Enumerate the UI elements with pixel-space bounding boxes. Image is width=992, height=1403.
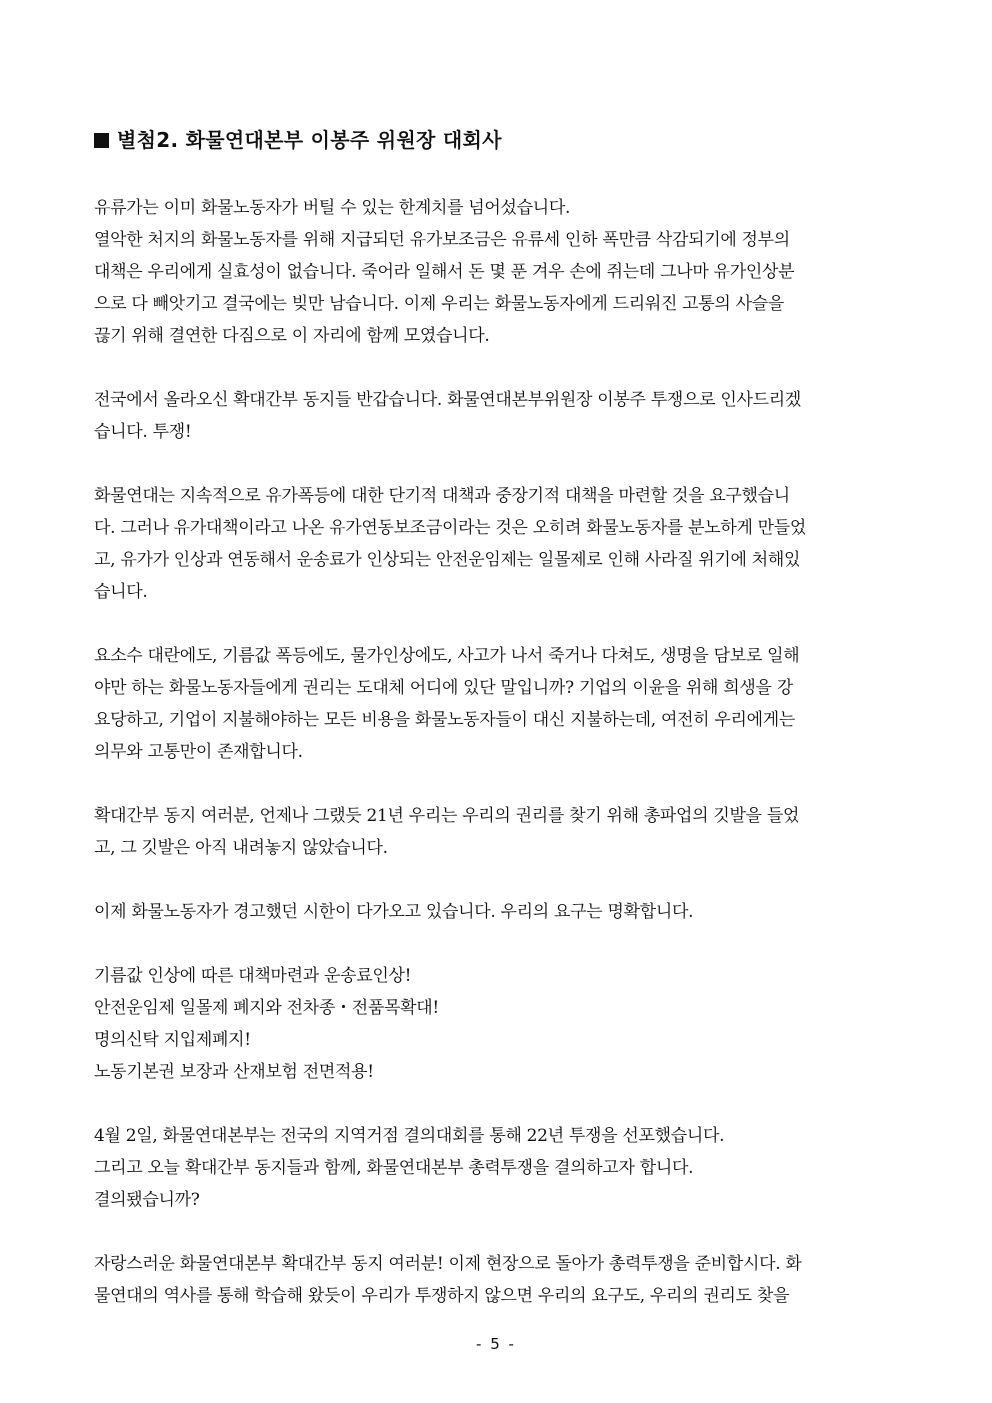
- text-line: 요당하고, 기업이 지불해야하는 모든 비용을 화물노동자들이 대신 지불하는데, 여전히 우리에게는: [94, 710, 796, 730]
- text-line: 기름값 인상에 따른 대책마련과 운송료인상!: [94, 966, 412, 986]
- text-line: 4월 2일, 화물연대본부는 전국의 지역거점 결의대회를 통해 22년 투쟁을 선포했습니다.: [94, 1126, 725, 1146]
- paragraph: [94, 896, 898, 928]
- text-line: 결의됐습니까?: [94, 1190, 200, 1210]
- text-line: 다. 그러나 유가대책이라고 나온 유가연동보조금이라는 것은 오히려 화물노동자를 분노하게 만들었: [94, 518, 807, 538]
- text-line: 대책은 우리에게 실효성이 없습니다. 죽어라 일해서 돈 몇 푼 겨우 손에 쥐는데 그나마 유가인상분: [94, 262, 795, 282]
- paragraph: [94, 192, 898, 352]
- paragraph: [94, 800, 898, 864]
- text-line: 물연대의 역사를 통해 학습해 왔듯이 우리가 투쟁하지 않으면 우리의 요구도, 우리의 권리도 찾을: [94, 1286, 790, 1306]
- text-line: 야만 하는 화물노동자들에게 권리는 도대체 어디에 있단 말입니까? 기업의 이윤을 위해 희생을 강: [94, 678, 793, 698]
- text-line: 화물연대는 지속적으로 유가폭등에 대한 단기적 대책과 중장기적 대책을 마련할 것을 요구했습니: [94, 486, 790, 506]
- black-square-bullet-icon: [94, 133, 109, 148]
- page-number: - 5 -: [476, 1335, 516, 1353]
- document-body: [94, 192, 898, 1344]
- paragraph: [94, 1248, 898, 1312]
- text-line: 열악한 처지의 화물노동자를 위해 지급되던 유가보조금은 유류세 인하 폭만큼 삭감되기에 정부의: [94, 230, 790, 250]
- text-line: 이제 화물노동자가 경고했던 시한이 다가오고 있습니다. 우리의 요구는 명확합니다.: [94, 902, 694, 922]
- paragraph: [94, 384, 898, 448]
- section-heading-text: 별첨2. 화물연대본부 이봉주 위원장 대회사: [117, 128, 502, 152]
- text-line: 고, 그 깃발은 아직 내려놓지 않았습니다.: [94, 838, 388, 858]
- paragraph: [94, 1120, 898, 1216]
- text-line: 습니다.: [94, 582, 148, 602]
- text-line: 노동기본권 보장과 산재보험 전면적용!: [94, 1062, 374, 1082]
- text-line: 유류가는 이미 화물노동자가 버틸 수 있는 한계치를 넘어섰습니다.: [94, 198, 571, 218]
- text-line: 으로 다 빼앗기고 결국에는 빚만 남습니다. 이제 우리는 화물노동자에게 드리워진 고통의 사슬을: [94, 294, 785, 314]
- text-line: 요소수 대란에도, 기름값 폭등에도, 물가인상에도, 사고가 나서 죽거나 다쳐도, 생명을 담보로 일해: [94, 646, 800, 666]
- text-line: 끊기 위해 결연한 다짐으로 이 자리에 함께 모였습니다.: [94, 326, 490, 346]
- text-line: 확대간부 동지 여러분, 언제나 그랬듯 21년 우리는 우리의 권리를 찾기 위해 총파업의 깃발을 들었: [94, 806, 800, 826]
- text-line: 명의신탁 지입제폐지!: [94, 1030, 251, 1050]
- text-line: 고, 유가가 인상과 연동해서 운송료가 인상되는 안전운임제는 일몰제로 인해 사라질 위기에 처해있: [94, 550, 801, 570]
- paragraph: [94, 480, 898, 608]
- text-line: 안전운임제 일몰제 폐지와 전차종・전품목확대!: [94, 998, 439, 1018]
- paragraph: [94, 960, 898, 1088]
- text-line: 의무와 고통만이 존재합니다.: [94, 742, 303, 762]
- text-line: 자랑스러운 화물연대본부 확대간부 동지 여러분! 이제 현장으로 돌아가 총력투쟁을 준비합시다. 화: [94, 1254, 802, 1274]
- section-heading: [94, 126, 914, 154]
- text-line: 습니다. 투쟁!: [94, 422, 192, 442]
- paragraph: [94, 640, 898, 768]
- text-line: 그리고 오늘 확대간부 동지들과 함께, 화물연대본부 총력투쟁을 결의하고자 합니다.: [94, 1158, 694, 1178]
- text-line: 전국에서 올라오신 확대간부 동지들 반갑습니다. 화물연대본부위원장 이봉주 투쟁으로 인사드리겠: [94, 390, 801, 410]
